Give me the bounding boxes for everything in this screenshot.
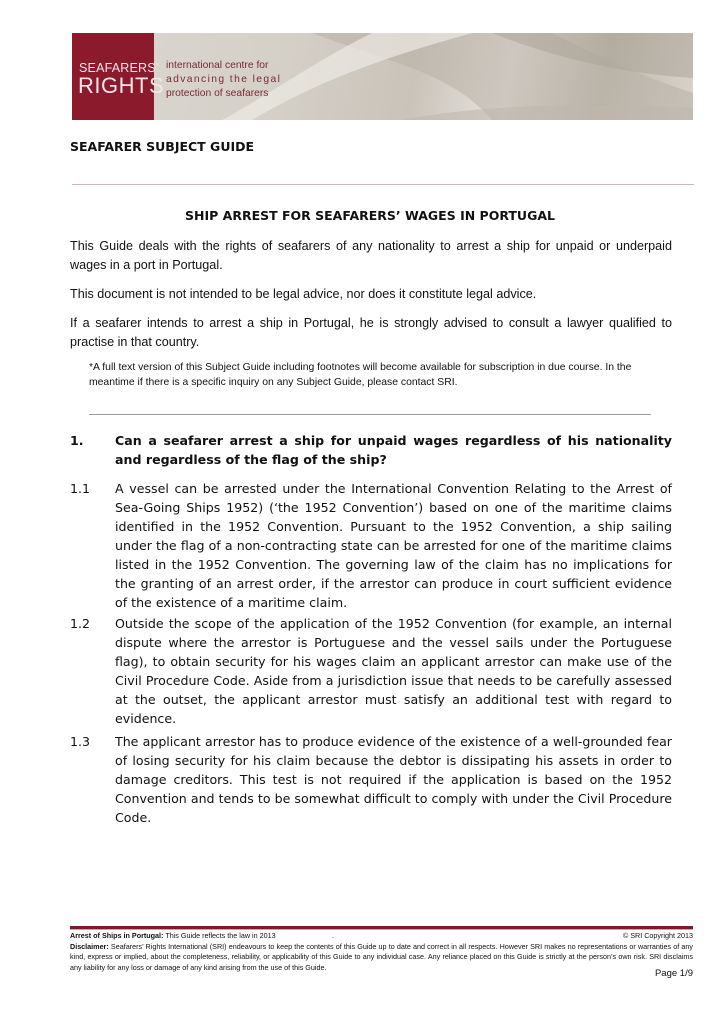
divider xyxy=(72,184,694,185)
disclaimer-label: Disclaimer: xyxy=(70,941,109,951)
footer xyxy=(70,931,693,973)
tagline-line: protection of seafarers xyxy=(166,88,269,99)
disclaimer-text: Seafarers’ Rights International (SRI) endeavours to keep the contents of this Guide up to date and correct in all respects. However SRI makes no representations or warranties of any kind, express or implied, about the completeness, reliability, or applicability of this Guide to any individual case. Any reliance placed on this Guide is strictly at the person’s own risk. SRI disclaims any liability for any loss or damage of any kind arising from the use of this Guide. xyxy=(70,941,693,972)
section-question: Can a seafarer arrest a ship for unpaid wages regardless of his nationality and regardless of the flag of the ship? xyxy=(115,433,672,467)
logo-text-line1: SEAFARERS' xyxy=(79,61,159,75)
document-title: SHIP ARREST FOR SEAFARERS’ WAGES IN PORTUGAL xyxy=(185,208,555,223)
clause-text: The applicant arrestor has to produce evidence of the existence of a well-grounded fear of losing security for his claim because the debtor is dissipating his assets in order to damage creditors. This test is not required if the application is based on the 1952 Convention and tends to be somewhat difficult to comply with under the Civil Procedure Code. xyxy=(115,734,672,825)
page-number: Page 1/9 xyxy=(654,968,693,979)
subscription-note: *A full text version of this Subject Guide including footnotes will become available for subscription in due course. In the meantime if there is a specific inquiry on any Subject Guide, please contact SRI. xyxy=(89,362,632,388)
intro-paragraph: This document is not intended to be legal advice, nor does it constitute legal advice. xyxy=(70,287,537,301)
intro-paragraph: This Guide deals with the rights of seafarers of any nationality to arrest a ship for unpaid or underpaid wages in a port in Portugal. xyxy=(70,239,672,272)
subject-label: SEAFARER SUBJECT GUIDE xyxy=(70,139,255,154)
footer-dot: . xyxy=(332,931,334,940)
footer-doc-note: This Guide reflects the law in 2013 xyxy=(163,931,276,940)
tagline-line: advancing the legal xyxy=(166,74,282,85)
clause-number: 1.1 xyxy=(70,481,91,496)
seafarers-rights-logo xyxy=(72,33,165,120)
header-banner xyxy=(72,33,693,120)
tagline-line: international centre for xyxy=(166,60,269,71)
footer-divider xyxy=(70,929,693,930)
copyright: © SRI Copyright 2013 xyxy=(622,931,693,940)
clause-number: 1.3 xyxy=(70,734,91,749)
clause-text: Outside the scope of the application of the 1952 Convention (for example, an internal dispute where the arrestor is Portuguese and the vessel sails under the Portuguese flag), to obtain security for his wages claim an applicant arrestor can make use of the Civil Procedure Code. Aside from a jurisdiction issue that needs to be carefully assessed at the outset, the applicant arrestor must satisfy an additional test with regard to evidence. xyxy=(115,616,672,726)
tagline xyxy=(166,59,281,101)
intro-paragraph: If a seafarer intends to arrest a ship in Portugal, he is strongly advised to consult a lawyer qualified to practise in that country. xyxy=(70,316,672,349)
section-number: 1. xyxy=(70,433,84,448)
footer-doc-label: Arrest of Ships in Portugal: xyxy=(70,931,164,940)
divider xyxy=(89,414,651,415)
disclaimer xyxy=(70,942,693,974)
clause-number: 1.2 xyxy=(70,616,91,631)
clause-text: A vessel can be arrested under the International Convention Relating to the Arrest of Sea-Going Ships 1952) (‘the 1952 Convention’) based on one of the maritime claims identified in the 1952 Convention. Pursuant to the 1952 Convention, a ship sailing under the flag of a non-contracting state can be arrested for one of the maritime claims listed in the 1952 Convention. The governing law of the claim has no implications for the granting of an arrest order, if the arrestor can produce in court sufficient evidence of the existence of a maritime claim. xyxy=(115,481,672,610)
logo-text-line2: RIGHTS xyxy=(78,73,165,98)
